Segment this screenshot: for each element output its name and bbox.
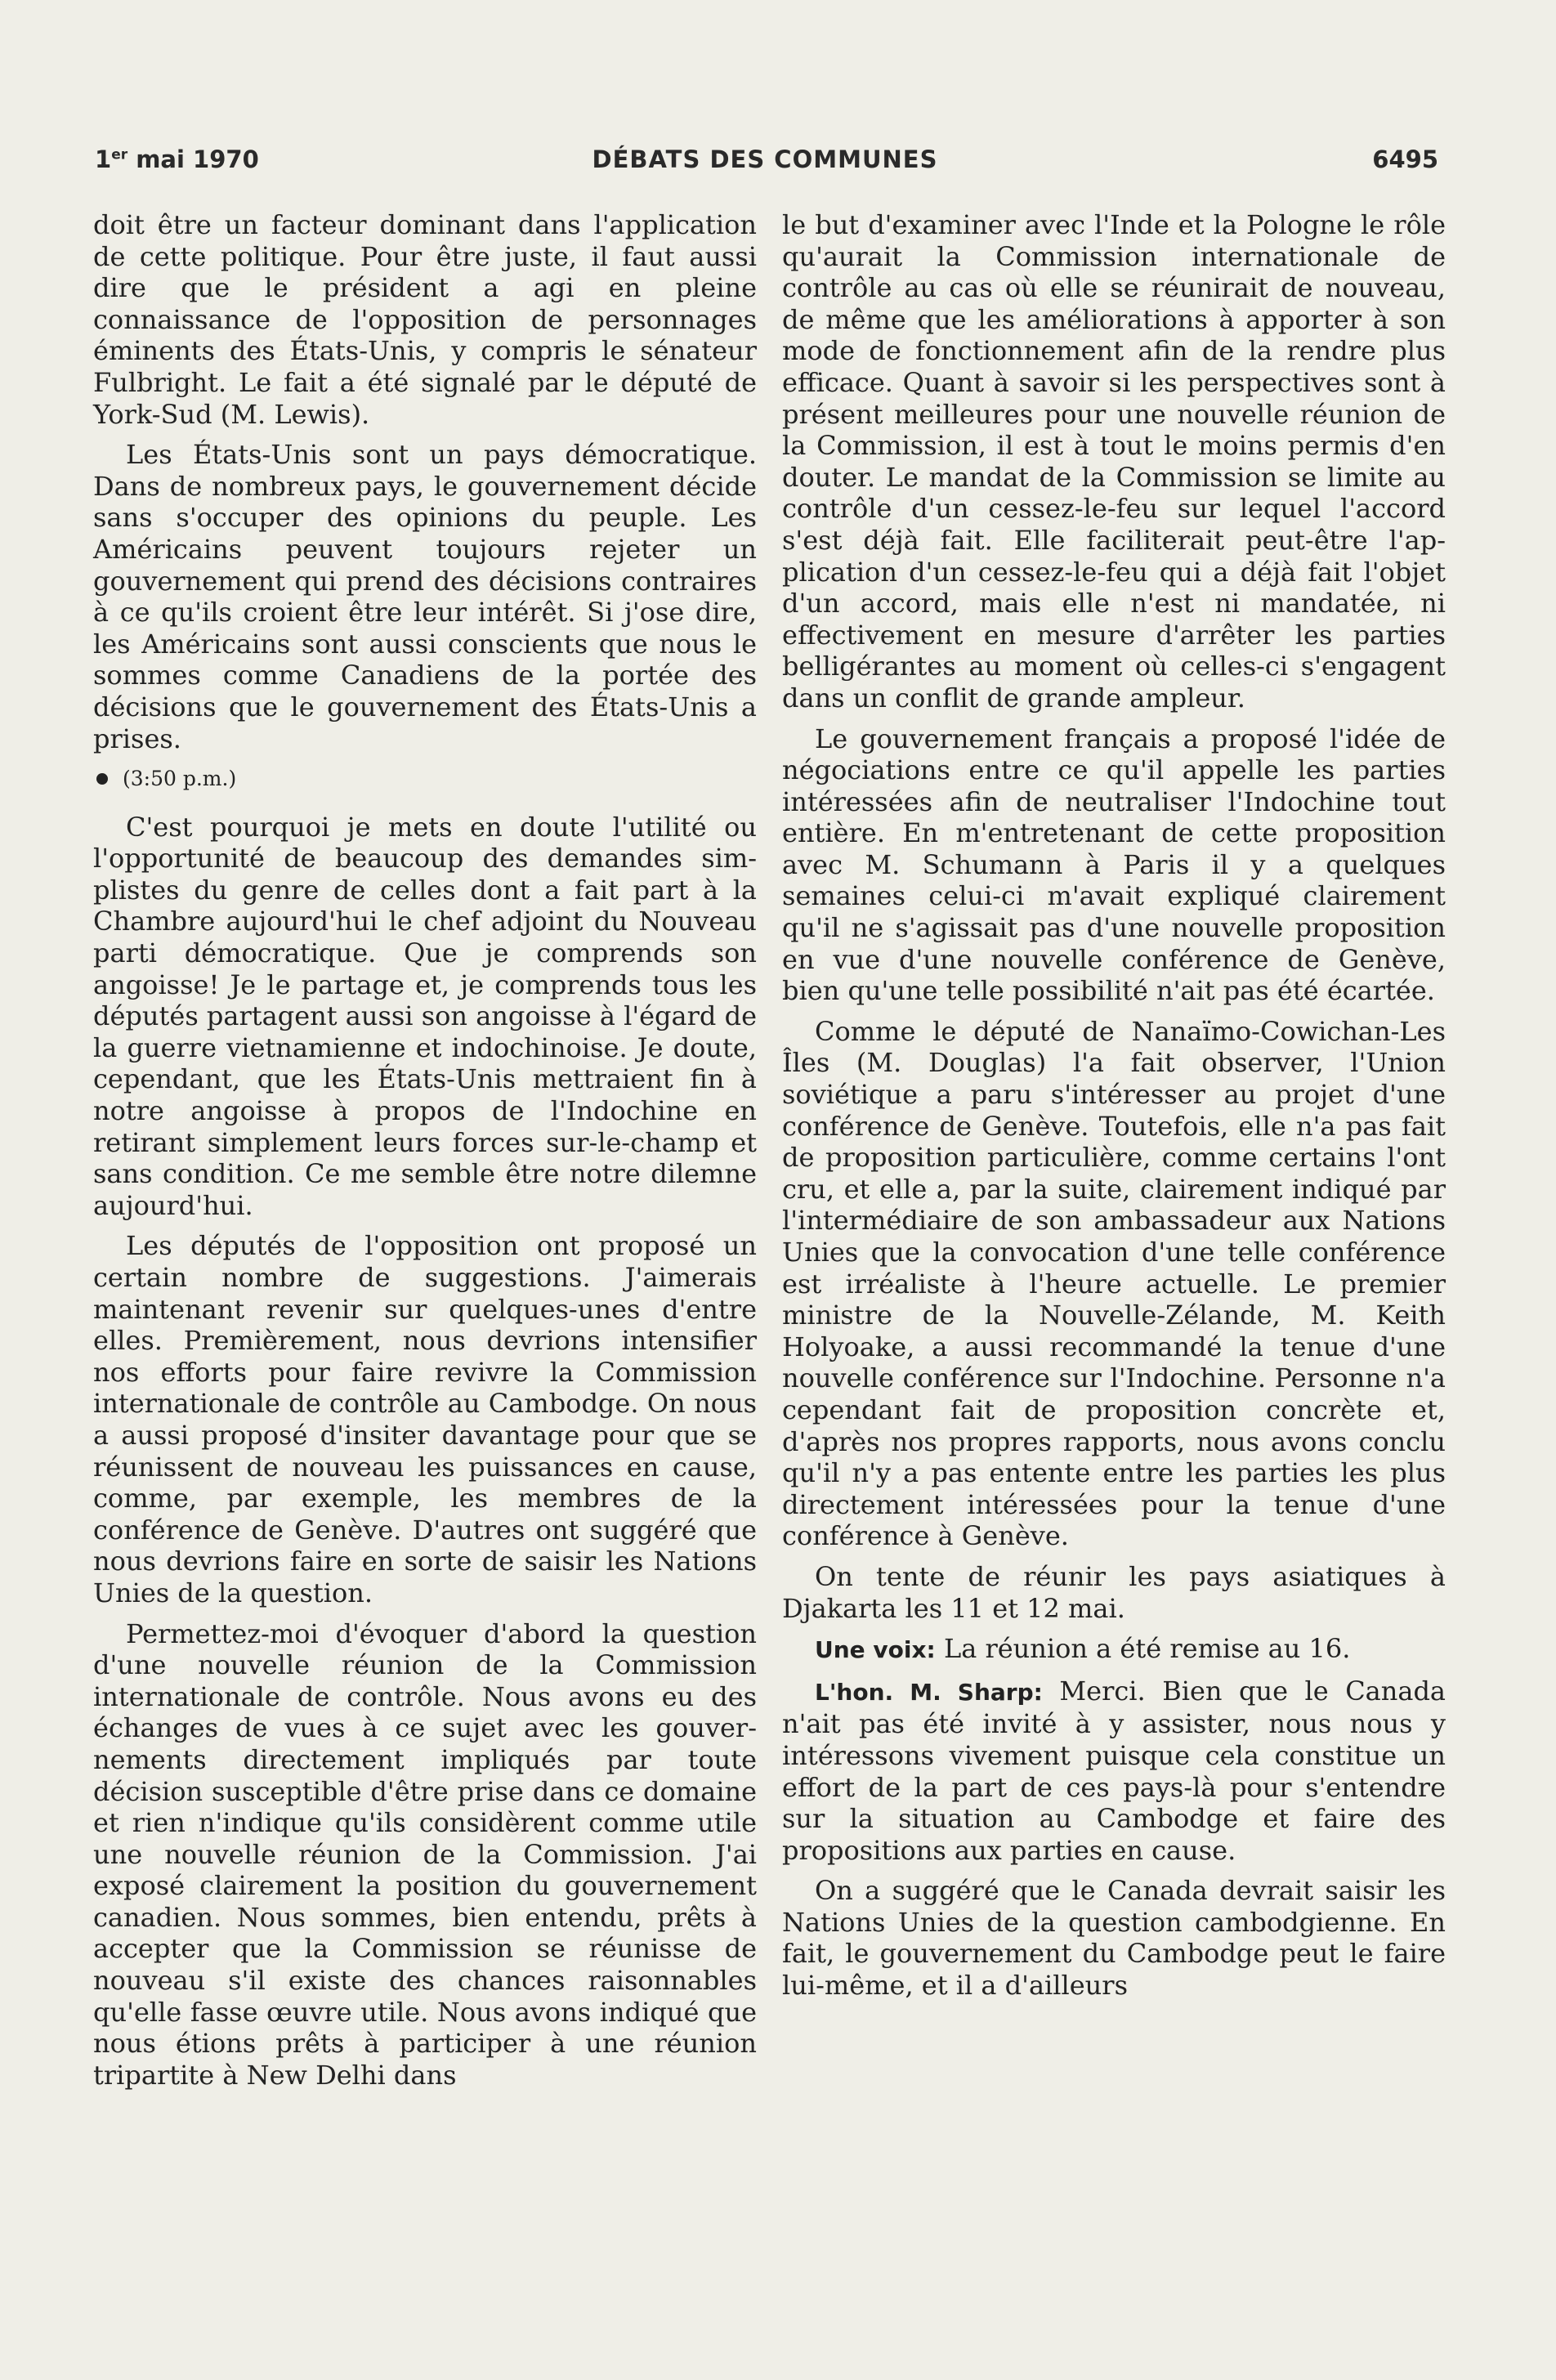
speech-voice: [782, 1633, 1446, 1666]
paragraph: Le gouvernement français a proposé l'idée de négociations entre ce qu'il appelle les parties intéressées afin de neutraliser l'Indochine tout entière. En m'entretenant de cette proposition avec M. Schumann à Paris il y a quelques semaines celui-ci m'avait expliqué clairement qu'il ne s'agissait pas d'une nouvelle proposition en vue d'une nouvelle conférence de Genève, bien qu'une telle possibilité n'ait pas été écartée.: [782, 722, 1446, 1007]
paragraph: le but d'examiner avec l'Inde et la Pologne le rôle qu'aurait la Commission internationale de contrôle au cas où elle se réunirait de nouveau, de même que les améliorations à apporter à son mode de fonctionnement afin de la rendre plus efficace. Quant à savoir si les perspectives sont à présent meilleures pour une nouvelle réunion de la Commission, il est à tout le moins permis d'en douter. Le mandat de la Commission se limite au contrôle d'un cessez-le-feu sur lequel l'accord s'est déjà fait. Elle faciliterait peut-être l'application d'un cessez-le-feu qui a déjà fait l'objet d'un accord, mais elle n'est ni mandatée, ni effectivement en mesure d'arrêter les parties belligérantes au moment où celles-ci s'engagent dans un conflit de grande ampleur.: [782, 209, 1446, 714]
speech-text: La réunion a été remise au 16.: [935, 1633, 1351, 1665]
speech-sharp: [782, 1675, 1446, 1867]
header-date: 1er mai 1970: [95, 145, 259, 173]
page-header: [92, 145, 1438, 181]
paragraph: C'est pourquoi je mets en doute l'utilité ou l'opportunité de beaucoup des demandes simplistes du genre de celles dont a fait part à la Chambre aujourd'hui le chef adjoint du Nouveau parti démocratique. Que je comprends son angoisse! Je le partage et, je comprends tous les députés partagent aussi son angoisse à l'égard de la guerre vietnamienne et indochinoise. Je doute, cependant, que les États-Unis mettraient fin à notre angoisse à propos de l'Indochine en retirant simplement leurs forces sur-le-champ et sans condition. Ce me semble être notre dilemne aujourd'hui.: [93, 811, 757, 1221]
speech-text: Merci. Bien que le Canada n'ait pas été invité à y assister, nous nous y intéressons vivement puisque cela constitue un effort de la part de ces pays-là pour s'entendre sur la situation au Cambodge et faire des propositions aux parties en cause.: [782, 1675, 1446, 1866]
time-marker: [93, 763, 757, 795]
paragraph: Permettez-moi d'évoquer d'abord la question d'une nouvelle réunion de la Commission internationale de contrôle. Nous avons eu des échanges de vues à ce sujet avec les gouvernements directement impliqués par toute décision susceptible d'être prise dans ce domaine et rien n'indique qu'ils considèrent comme utile une nouvelle réunion de la Commission. J'ai exposé clairement la position du gouvernement canadien. Nous sommes, bien entendu, prêts à accepter que la Commission se réunisse de nouveau s'il existe des chances raisonnables qu'elle fasse œuvre utile. Nous avons indiqué que nous étions prêts à participer à une réunion tripartite à New Delhi dans: [93, 1617, 757, 2091]
speaker-name: L'hon. M. Sharp:: [815, 1678, 1043, 1706]
right-column: [782, 209, 1446, 2011]
header-title: DÉBATS DES COMMUNES: [592, 145, 938, 173]
paragraph: Les États-Unis sont un pays démocratique. Dans de nombreux pays, le gouvernement décide sans s'occuper des opinions du peuple. Les Américains peuvent toujours rejeter un gouvernement qui prend des décisions contraires à ce qu'ils croient être leur intérêt. Si j'ose dire, les Américains sont aussi conscients que nous le sommes comme Canadiens de la portée des décisions que le gouvernement des États-Unis a prises.: [93, 439, 757, 754]
header-page-number: 6495: [1372, 145, 1438, 173]
left-column: [93, 209, 757, 2100]
paragraph: On tente de réunir les pays asiatiques à Djakarta les 11 et 12 mai.: [782, 1560, 1446, 1624]
paragraph: Les députés de l'opposition ont proposé un certain nombre de suggestions. J'aimerais maintenant revenir sur quelques-unes d'entre elles. Premièrement, nous devrions intensifier nos efforts pour faire revivre la Commission internationale de contrôle au Cambodge. On nous a aussi proposé d'insiter davantage pour que se réunissent de nouveau les puissances en cause, comme, par exemple, les membres de la conférence de Genève. D'autres ont suggéré que nous devrions faire en sorte de saisir les Nations Unies de la question.: [93, 1230, 757, 1608]
paragraph: doit être un facteur dominant dans l'application de cette politique. Pour être juste, il faut aussi dire que le président a agi en pleine connaissance de l'opposition de personnages éminents des États-Unis, y compris le sénateur Fulbright. Le fait a été signalé par le député de York-Sud (M. Lewis).: [93, 209, 757, 430]
paragraph: Comme le député de Nanaïmo-Cowichan-Les Îles (M. Douglas) l'a fait observer, l'Union soviétique a paru s'intéresser au projet d'une conférence de Genève. Toutefois, elle n'a pas fait de proposition particulière, comme certains l'ont cru, et elle a, par la suite, clairement indiqué par l'intermédiaire de son ambassadeur aux Nations Unies que la convocation d'une telle conférence est irréaliste à l'heure actuelle. Le premier ministre de la Nouvelle-Zélande, M. Keith Holyoake, a aussi recommandé la tenue d'une nouvelle conférence sur l'Indochine. Personne n'a cependant fait de proposition concrète et, d'après nos propres rapports, nous avons conclu qu'il n'y a pas entente entre les parties les plus directement intéressées pour la tenue d'une conférence à Genève.: [782, 1015, 1446, 1552]
speaker-name: Une voix:: [815, 1636, 936, 1664]
time-marker-text: (3:50 p.m.): [123, 767, 237, 791]
bullet-icon: [96, 773, 108, 785]
paragraph: On a suggéré que le Canada devrait saisir les Nations Unies de la question cambodgienne. En fait, le gouvernement du Cambodge peut le faire lui-même, et il a d'ailleurs: [782, 1875, 1446, 2002]
